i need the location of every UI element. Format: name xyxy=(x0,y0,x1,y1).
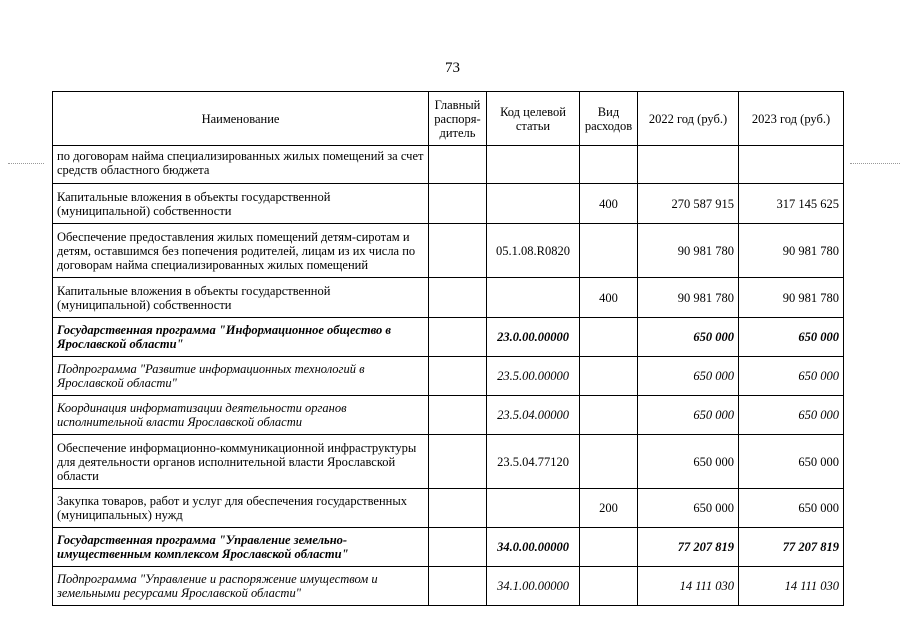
row-2022: 14 111 030 xyxy=(638,567,739,606)
row-kind xyxy=(580,528,638,567)
row-code: 23.5.04.77120 xyxy=(487,435,580,489)
row-kind xyxy=(580,357,638,396)
dotted-rule-right xyxy=(850,163,900,164)
row-kind: 400 xyxy=(580,278,638,318)
row-code: 34.0.00.00000 xyxy=(487,528,580,567)
row-admin xyxy=(429,184,487,224)
row-2022 xyxy=(638,146,739,184)
row-2023: 650 000 xyxy=(739,396,844,435)
row-2022: 270 587 915 xyxy=(638,184,739,224)
row-2022: 650 000 xyxy=(638,396,739,435)
row-code: 23.0.00.00000 xyxy=(487,318,580,357)
table-row xyxy=(53,489,844,528)
row-admin xyxy=(429,224,487,278)
row-kind xyxy=(580,146,638,184)
row-2023: 650 000 xyxy=(739,318,844,357)
row-name: Государственная программа "Управление земельно-имущественным комплексом Ярославской области" xyxy=(53,528,429,567)
row-code: 23.5.00.00000 xyxy=(487,357,580,396)
row-2022: 650 000 xyxy=(638,489,739,528)
row-kind: 200 xyxy=(580,489,638,528)
row-admin xyxy=(429,278,487,318)
row-admin xyxy=(429,528,487,567)
row-name: Обеспечение предоставления жилых помещений детям-сиротам и детям, оставшимся без попечения родителей, лицам из их числа по договорам найма специализированных жилых помещений xyxy=(53,224,429,278)
row-code xyxy=(487,278,580,318)
row-2022: 90 981 780 xyxy=(638,278,739,318)
row-code: 05.1.08.R0820 xyxy=(487,224,580,278)
table-row xyxy=(53,567,844,606)
col-header-admin: Главный распоря-дитель xyxy=(429,92,487,146)
row-2023: 650 000 xyxy=(739,357,844,396)
row-code: 34.1.00.00000 xyxy=(487,567,580,606)
page-number: 73 xyxy=(445,60,460,76)
table-row xyxy=(53,318,844,357)
row-2023 xyxy=(739,146,844,184)
row-2022: 77 207 819 xyxy=(638,528,739,567)
row-2023: 650 000 xyxy=(739,489,844,528)
row-name: Капитальные вложения в объекты государственной (муниципальной) собственности xyxy=(53,184,429,224)
row-name: Подпрограмма "Развитие информационных технологий в Ярославской области" xyxy=(53,357,429,396)
row-admin xyxy=(429,318,487,357)
col-header-code: Код целевой статьи xyxy=(487,92,580,146)
row-2023: 317 145 625 xyxy=(739,184,844,224)
row-name: Государственная программа "Информационное общество в Ярославской области" xyxy=(53,318,429,357)
row-kind xyxy=(580,224,638,278)
dotted-rule-left xyxy=(8,163,44,164)
row-code xyxy=(487,489,580,528)
table-row xyxy=(53,278,844,318)
row-2023: 90 981 780 xyxy=(739,278,844,318)
budget-table xyxy=(52,91,844,606)
table-row xyxy=(53,396,844,435)
row-code: 23.5.04.00000 xyxy=(487,396,580,435)
table-row xyxy=(53,528,844,567)
table-row xyxy=(53,357,844,396)
row-admin xyxy=(429,396,487,435)
row-admin xyxy=(429,567,487,606)
row-2022: 650 000 xyxy=(638,435,739,489)
table-header-row xyxy=(53,92,844,146)
row-2023: 77 207 819 xyxy=(739,528,844,567)
row-2023: 14 111 030 xyxy=(739,567,844,606)
row-kind xyxy=(580,435,638,489)
row-code xyxy=(487,184,580,224)
row-name: Координация информатизации деятельности органов исполнительной власти Ярославской области xyxy=(53,396,429,435)
col-header-2023: 2023 год (руб.) xyxy=(739,92,844,146)
row-admin xyxy=(429,489,487,528)
col-header-kind: Вид расходов xyxy=(580,92,638,146)
row-2022: 90 981 780 xyxy=(638,224,739,278)
col-header-name: Наименование xyxy=(53,92,429,146)
table-row xyxy=(53,146,844,184)
row-2023: 650 000 xyxy=(739,435,844,489)
row-2022: 650 000 xyxy=(638,318,739,357)
col-header-2022: 2022 год (руб.) xyxy=(638,92,739,146)
row-kind: 400 xyxy=(580,184,638,224)
row-name: по договорам найма специализированных жилых помещений за счет средств областного бюджета xyxy=(53,146,429,184)
row-name: Подпрограмма "Управление и распоряжение имуществом и земельными ресурсами Ярославской области" xyxy=(53,567,429,606)
row-kind xyxy=(580,567,638,606)
row-name: Капитальные вложения в объекты государственной (муниципальной) собственности xyxy=(53,278,429,318)
table-row xyxy=(53,184,844,224)
row-admin xyxy=(429,146,487,184)
table-row xyxy=(53,435,844,489)
row-admin xyxy=(429,357,487,396)
table-row xyxy=(53,224,844,278)
row-kind xyxy=(580,318,638,357)
row-2023: 90 981 780 xyxy=(739,224,844,278)
row-name: Обеспечение информационно-коммуникационной инфраструктуры для деятельности органов исполнительной власти Ярославской области xyxy=(53,435,429,489)
row-kind xyxy=(580,396,638,435)
row-code xyxy=(487,146,580,184)
row-2022: 650 000 xyxy=(638,357,739,396)
row-admin xyxy=(429,435,487,489)
row-name: Закупка товаров, работ и услуг для обеспечения государственных (муниципальных) нужд xyxy=(53,489,429,528)
